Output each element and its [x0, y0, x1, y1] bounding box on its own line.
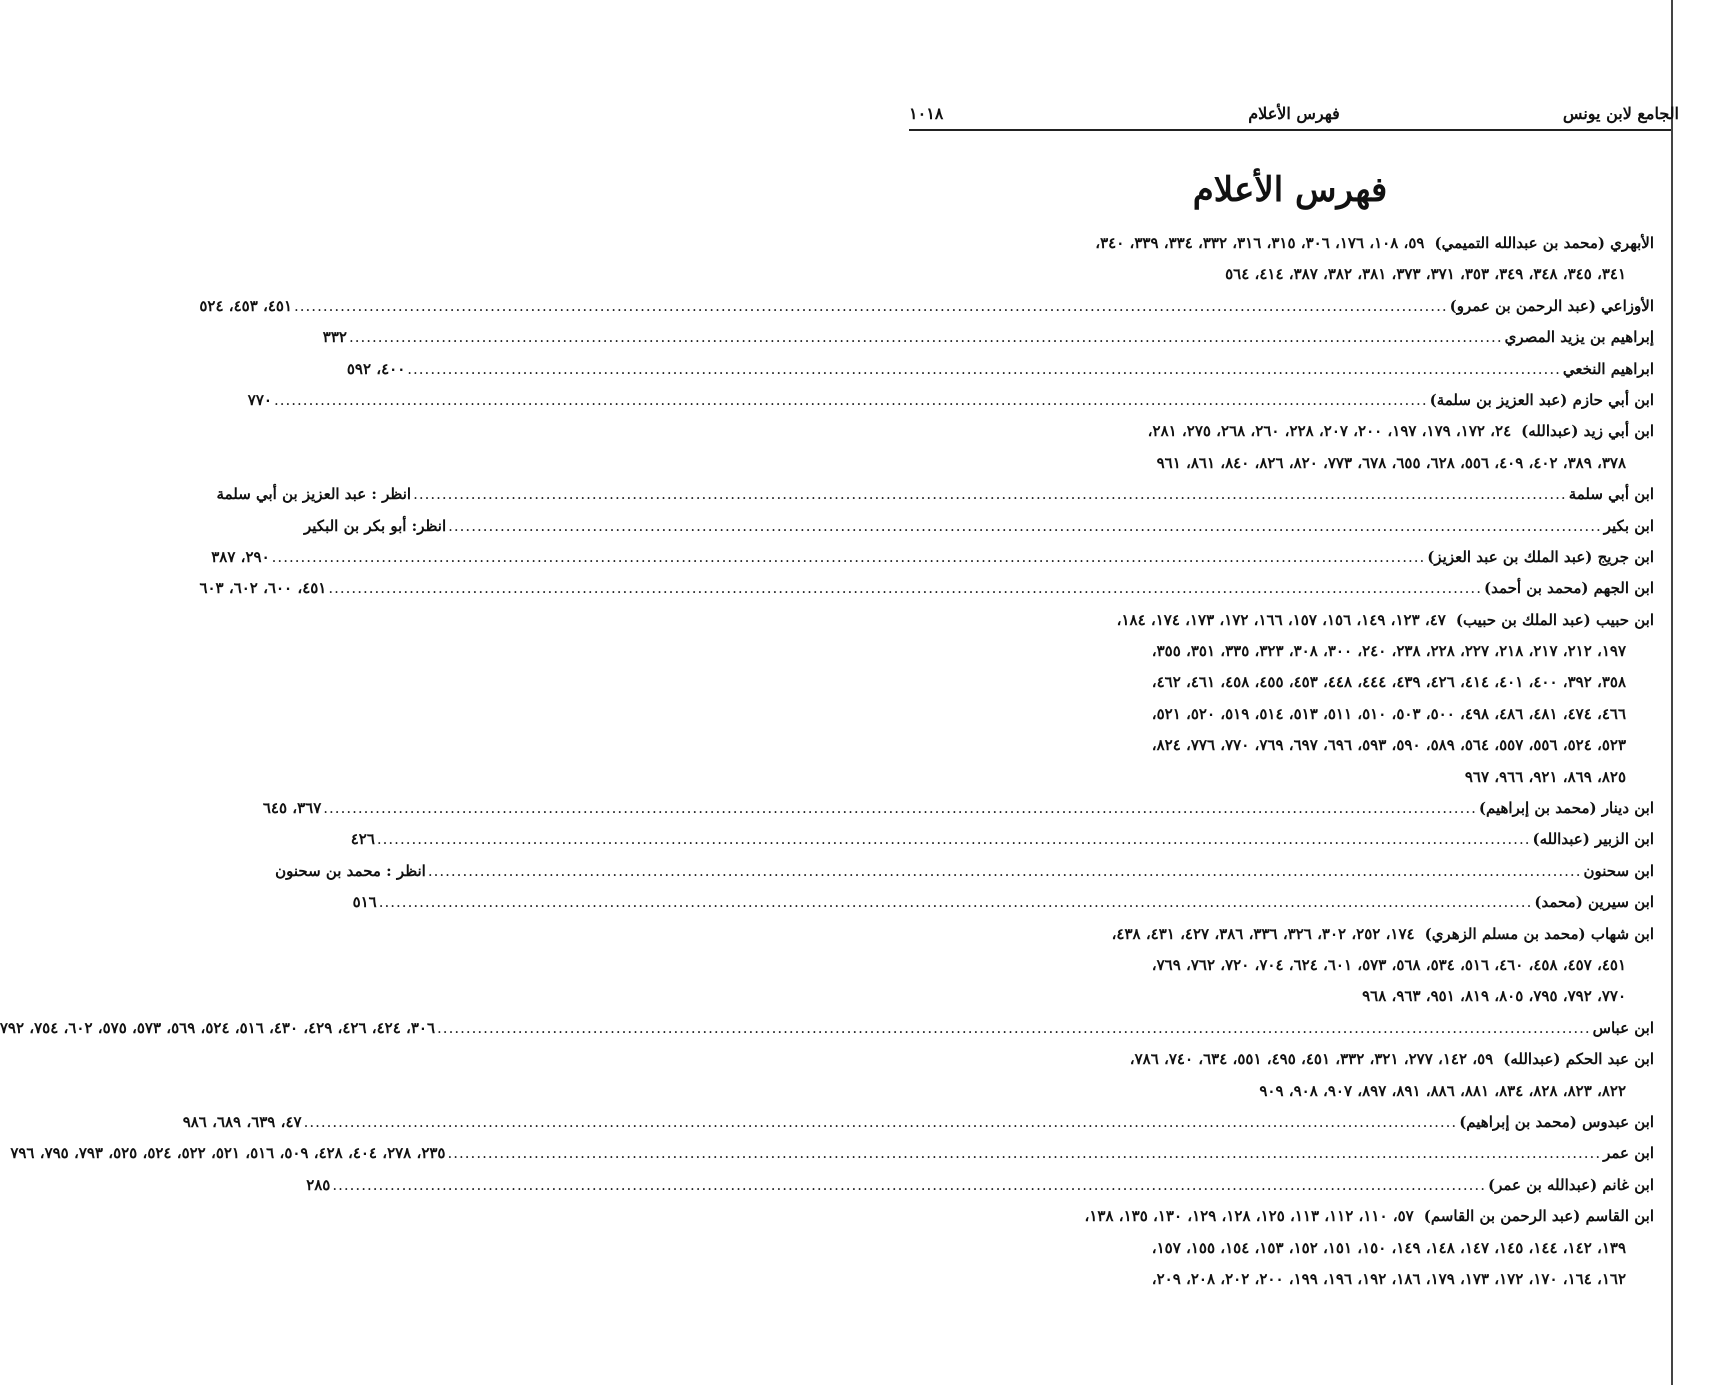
entry-name: ابن سيرين (محمد) [1534, 893, 1654, 912]
index-entry [199, 573, 1654, 604]
entry-pages: ٤٧، ١٢٣، ١٤٩، ١٥٦، ١٥٧، ١٦٦، ١٧٢، ١٧٣، ١٧٤، ١٨٤، [1116, 610, 1446, 629]
leader-dots: ........................................................................................................................................................................................................ [273, 390, 1428, 409]
entry-pages: ٢٤، ١٧٢، ١٧٩، ١٩٧، ٢٠٠، ٢٠٧، ٢٢٨، ٢٦٠، ٢٦٨، ٢٧٥، ٢٨١، [1147, 422, 1512, 441]
leader-dots: ........................................................................................................................................................................................................ [437, 1018, 1591, 1037]
index-continuation-line [909, 1076, 1654, 1107]
index-entry [247, 385, 1654, 416]
index-entry [275, 856, 1654, 887]
leader-dots: ........................................................................................................................................................................................................ [271, 547, 1426, 566]
index-entry [306, 1170, 1654, 1201]
entry-pages: ٥٧، ١١٠، ١١٢، ١١٣، ١٢٥، ١٢٨، ١٢٩، ١٣٠، ١٣٥، ١٣٨، [1084, 1207, 1414, 1226]
index-entry [0, 1013, 1654, 1044]
entry-name: ابن أبي زيد (عبدالله) [1521, 422, 1654, 441]
index-continuation-line [909, 1264, 1654, 1295]
index-entry [350, 824, 1654, 855]
entry-pages: ٢٩٠، ٣٨٧ [211, 547, 270, 566]
leader-dots: ........................................................................................................................................................................................................ [407, 359, 1561, 378]
entry-name: ابن بكير [1603, 516, 1654, 535]
index-entry [304, 511, 1654, 542]
entry-name: ابن عمر [1603, 1144, 1654, 1163]
index-entry [199, 291, 1654, 322]
entry-name: ابن حبيب (عبد الملك بن حبيب) [1455, 610, 1654, 629]
leader-dots: ........................................................................................................................................................................................................ [323, 799, 1477, 818]
entry-pages: ٨٢٥، ٨٦٩، ٩٢١، ٩٦٦، ٩٦٧ [1464, 767, 1626, 786]
entry-name: ابن الجهم (محمد بن أحمد) [1483, 579, 1654, 598]
index-entry [216, 479, 1654, 510]
entry-pages: ٥١٦ [352, 893, 377, 912]
entry-pages: انظر : عبد العزيز بن أبي سلمة [216, 485, 412, 504]
entry-pages: ٤٠٠، ٥٩٢ [346, 359, 406, 378]
running-header [909, 104, 1679, 132]
entry-pages: ٥٢٣، ٥٢٤، ٥٥٦، ٥٥٧، ٥٦٤، ٥٨٩، ٥٩٠، ٥٩٣، ٦٩٦، ٦٩٧، ٧٦٩، ٧٧٠، ٧٧٦، ٨٢٤، [1151, 736, 1626, 755]
section-title: فهرس الأعلام [1248, 104, 1340, 123]
index-continuation-line [909, 950, 1654, 981]
index-continuation-line [909, 667, 1654, 698]
leader-dots: ........................................................................................................................................................................................................ [413, 485, 1567, 504]
entry-pages: ٣٥٨، ٣٩٢، ٤٠٠، ٤٠١، ٤١٤، ٤٢٦، ٤٣٩، ٤٤٤، ٤٤٨، ٤٥٣، ٤٥٥، ٤٥٨، ٤٦١، ٤٦٢، [1151, 673, 1626, 692]
index-entry [352, 887, 1654, 918]
entry-pages: ٤٥١، ٦٠٠، ٦٠٢، ٦٠٣ [199, 579, 327, 598]
index-entry [909, 416, 1654, 447]
index-continuation-line [909, 699, 1654, 730]
leader-dots: ........................................................................................................................................................................................................ [328, 579, 1482, 598]
index-continuation-line [909, 1233, 1654, 1264]
entry-name: ابن غانم (عبدالله بن عمر) [1487, 1175, 1654, 1194]
index-continuation-line [909, 762, 1654, 793]
leader-dots: ........................................................................................................................................................................................................ [332, 1175, 1486, 1194]
entry-name: ابن عباس [1592, 1018, 1654, 1037]
leader-dots: ........................................................................................................................................................................................................ [378, 893, 1533, 912]
page-number: ١٠١٨ [909, 104, 944, 123]
leader-dots: ........................................................................................................................................................................................................ [348, 328, 1503, 347]
entry-name: ابن القاسم (عبد الرحمن بن القاسم) [1423, 1207, 1654, 1226]
entry-pages: ٢٣٥، ٢٧٨، ٤٠٤، ٤٢٨، ٥٠٩، ٥١٦، ٥٢١، ٥٢٢، ٥٢٤، ٥٢٥، ٧٩٣، ٧٩٥، ٧٩٦ [10, 1144, 446, 1163]
leader-dots: ........................................................................................................................................................................................................ [294, 296, 1448, 315]
entry-name: ابن جريج (عبد الملك بن عبد العزيز) [1427, 547, 1654, 566]
index-continuation-line [909, 730, 1654, 761]
index-entry [909, 919, 1654, 950]
index-entry [909, 1201, 1654, 1232]
book-title: الجامع لابن يونس [1562, 104, 1679, 123]
entry-name: إبراهيم بن يزيد المصري [1504, 328, 1654, 347]
index-continuation-line [909, 981, 1654, 1012]
leader-dots: ........................................................................................................................................................................................................ [427, 861, 1582, 880]
index-entry [262, 793, 1654, 824]
entry-name: ابن عبدوس (محمد بن إبراهيم) [1459, 1112, 1654, 1131]
entry-pages: ٧٧٠، ٧٩٢، ٧٩٥، ٨٠٥، ٨١٩، ٩٥١، ٩٦٣، ٩٦٨ [1362, 987, 1626, 1006]
entry-pages: ٤٢٦ [350, 830, 375, 849]
entry-name: الأوزاعي (عبد الرحمن بن عمرو) [1449, 296, 1654, 315]
entry-pages: انظر : محمد بن سحنون [275, 861, 426, 880]
entry-pages: ١٣٩، ١٤٢، ١٤٤، ١٤٥، ١٤٧، ١٤٨، ١٤٩، ١٥٠، ١٥١، ١٥٢، ١٥٣، ١٥٤، ١٥٥، ١٥٧، [1151, 1238, 1626, 1257]
index-entry [182, 1107, 1654, 1138]
entry-pages: ٥٩، ١٠٨، ١٧٦، ٣٠٦، ٣١٥، ٣١٦، ٣٣٢، ٣٣٤، ٣٣٩، ٣٤٠، [1095, 234, 1425, 252]
entry-name: ابن شهاب (محمد بن مسلم الزهري) [1424, 924, 1654, 943]
entry-name: ابراهيم النخعي [1562, 359, 1654, 378]
index-list [0, 228, 1654, 1295]
index-entry [909, 605, 1654, 636]
entry-name: ابن أبي سلمة [1568, 485, 1654, 504]
entry-name: الأبهري (محمد بن عبدالله التميمي) [1434, 234, 1654, 252]
index-entry [211, 542, 1654, 573]
entry-name: ابن الزبير (عبدالله) [1532, 830, 1654, 849]
index-entry [10, 1138, 1654, 1169]
entry-name: ابن أبي حازم (عبد العزيز بن سلمة) [1429, 390, 1654, 409]
entry-pages: ٥٩، ١٤٢، ٢٧٧، ٣٢١، ٣٣٢، ٤٥١، ٤٩٥، ٥٥١، ٦٣٤، ٧٤٠، ٧٨٦، [1129, 1050, 1494, 1069]
page-title: فهرس الأعلام [1192, 170, 1388, 210]
index-entry [909, 228, 1654, 259]
entry-pages: ٢٨٥ [306, 1175, 331, 1194]
entry-pages: ٤٧، ٦٣٩، ٦٨٩، ٩٨٦ [182, 1112, 302, 1131]
entry-pages: ٣٦٧، ٦٤٥ [262, 799, 322, 818]
entry-pages: ٤٦٦، ٤٧٤، ٤٨١، ٤٨٦، ٤٩٨، ٥٠٠، ٥٠٣، ٥١٠، ٥١١، ٥١٣، ٥١٤، ٥١٩، ٥٢٠، ٥٢١، [1151, 704, 1626, 723]
leader-dots: ........................................................................................................................................................................................................ [448, 516, 1602, 535]
entry-pages: ١٩٧، ٢١٢، ٢١٧، ٢١٨، ٢٢٧، ٢٢٨، ٢٣٨، ٢٤٠، ٣٠٠، ٣٠٨، ٣٢٣، ٣٣٥، ٣٥١، ٣٥٥، [1151, 642, 1626, 661]
entry-pages: ٧٧٠ [247, 390, 272, 409]
leader-dots: ........................................................................................................................................................................................................ [376, 830, 1531, 849]
entry-pages: ٨٢٢، ٨٢٣، ٨٢٨، ٨٣٤، ٨٨١، ٨٨٦، ٨٩١، ٨٩٧، ٩٠٧، ٩٠٨، ٩٠٩ [1259, 1081, 1626, 1100]
entry-pages: ٣٧٨، ٣٨٩، ٤٠٢، ٤٠٩، ٥٥٦، ٦٢٨، ٦٥٥، ٦٧٨، ٧٧٣، ٨٢٠، ٨٢٦، ٨٤٠، ٨٦١، ٩٦١ [1156, 453, 1626, 472]
entry-pages: ١٧٤، ٢٥٢، ٣٠٢، ٣٢٦، ٣٣٦، ٣٨٦، ٤٢٧، ٤٣١، ٤٣٨، [1111, 924, 1415, 943]
index-continuation-line [909, 448, 1654, 479]
entry-pages: ٤٥١، ٤٥٣، ٥٢٤ [199, 296, 292, 315]
page-edge-rule [1671, 0, 1673, 1385]
entry-pages: ٣٤١، ٣٤٥، ٣٤٨، ٣٤٩، ٣٥٣، ٣٧١، ٣٧٣، ٣٨١، ٣٨٢، ٣٨٧، ٤١٤، ٥٦٤ [1225, 265, 1626, 284]
index-continuation-line [909, 636, 1654, 667]
entry-name: ابن عبد الحكم (عبدالله) [1503, 1050, 1654, 1069]
index-entry [346, 354, 1654, 385]
entry-pages: انظر: أبو بكر بن البكير [304, 516, 447, 535]
entry-name: ابن سحنون [1583, 861, 1654, 880]
entry-pages: ٤٥١، ٤٥٧، ٤٥٨، ٤٦٠، ٥١٦، ٥٣٤، ٥٦٨، ٥٧٣، ٦٠١، ٦٢٤، ٧٠٤، ٧٢٠، ٧٦٢، ٧٦٩، [1151, 955, 1626, 974]
entry-pages: ٣٠٦، ٤٢٤، ٤٢٦، ٤٢٩، ٤٣٠، ٥١٦، ٥٢٤، ٥٦٩، ٥٧٣، ٥٧٥، ٦٠٢، ٧٥٤، ٧٩٢ [0, 1018, 436, 1037]
leader-dots: ........................................................................................................................................................................................................ [303, 1112, 1458, 1131]
entry-pages: ١٦٢، ١٦٤، ١٧٠، ١٧٢، ١٧٣، ١٧٩، ١٨٦، ١٩٢، ١٩٦، ١٩٩، ٢٠٠، ٢٠٢، ٢٠٨، ٢٠٩، [1151, 1269, 1626, 1288]
index-continuation-line [909, 259, 1654, 290]
leader-dots: ........................................................................................................................................................................................................ [447, 1144, 1602, 1163]
header-rule [909, 129, 1671, 131]
entry-name: ابن دينار (محمد بن إبراهيم) [1478, 799, 1654, 818]
index-entry [322, 322, 1654, 353]
index-entry [909, 1044, 1654, 1075]
entry-pages: ٣٣٢ [322, 328, 347, 347]
